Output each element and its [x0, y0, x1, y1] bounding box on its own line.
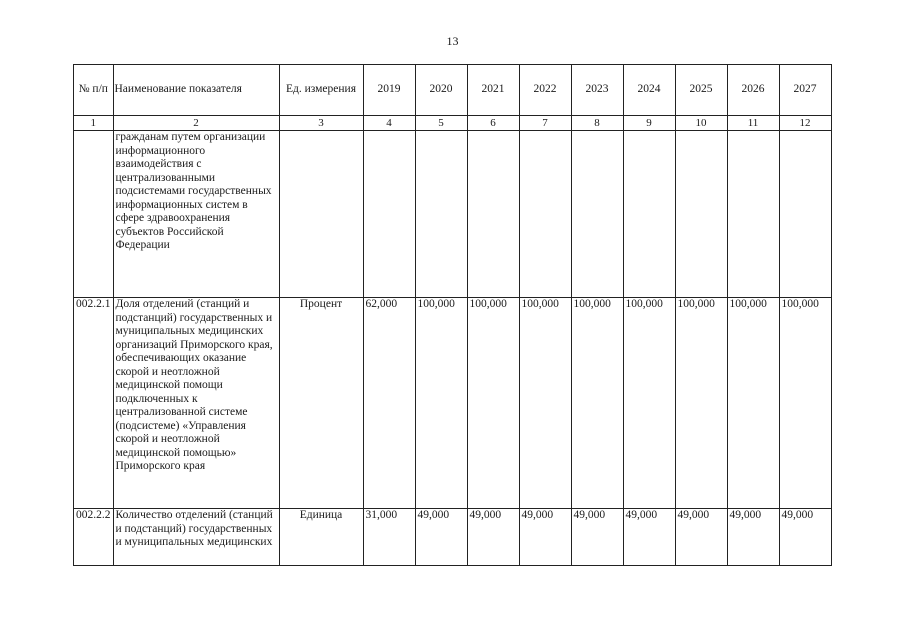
value-cell: 100,000	[623, 298, 675, 509]
column-number-cell: 8	[571, 116, 623, 131]
value-cell	[727, 131, 779, 298]
header-cell-year: 2022	[519, 65, 571, 116]
value-cell: 49,000	[415, 509, 467, 566]
value-cell: 100,000	[571, 298, 623, 509]
value-cell: 100,000	[779, 298, 831, 509]
column-number-cell: 10	[675, 116, 727, 131]
value-cell	[415, 131, 467, 298]
indicator-name-cell: Количество отделений (станций и подстанций) государственных и муниципальных медицинских	[113, 509, 279, 566]
value-cell: 49,000	[571, 509, 623, 566]
value-cell	[675, 131, 727, 298]
column-number-cell: 3	[279, 116, 363, 131]
column-number-cell: 6	[467, 116, 519, 131]
page-number: 13	[446, 34, 459, 48]
column-number-cell: 12	[779, 116, 831, 131]
header-row	[74, 65, 832, 116]
column-number-cell: 4	[363, 116, 415, 131]
value-cell: 100,000	[675, 298, 727, 509]
value-cell: 49,000	[623, 509, 675, 566]
value-cell: 100,000	[727, 298, 779, 509]
column-number-cell: 2	[113, 116, 279, 131]
value-cell	[467, 131, 519, 298]
column-number-cell: 7	[519, 116, 571, 131]
value-cell: 100,000	[415, 298, 467, 509]
value-cell	[519, 131, 571, 298]
column-number-cell: 5	[415, 116, 467, 131]
header-cell-year: 2020	[415, 65, 467, 116]
column-number-row	[74, 116, 832, 131]
table-row	[74, 131, 832, 298]
indicators-table	[73, 64, 832, 566]
header-cell-year: 2025	[675, 65, 727, 116]
value-cell: 100,000	[519, 298, 571, 509]
header-cell-year: 2024	[623, 65, 675, 116]
unit-cell	[279, 131, 363, 298]
header-cell-unit: Ед. измерения	[279, 65, 363, 116]
unit-cell: Процент	[279, 298, 363, 509]
header-cell-indicator-name: Наименование показателя	[113, 65, 279, 116]
column-number-cell: 9	[623, 116, 675, 131]
header-cell-number: № п/п	[74, 65, 114, 116]
value-cell	[571, 131, 623, 298]
value-cell: 49,000	[467, 509, 519, 566]
table-row	[74, 509, 832, 566]
value-cell: 49,000	[675, 509, 727, 566]
value-cell: 49,000	[779, 509, 831, 566]
value-cell	[623, 131, 675, 298]
table-row	[74, 298, 832, 509]
value-cell: 49,000	[727, 509, 779, 566]
header-cell-year: 2026	[727, 65, 779, 116]
value-cell: 31,000	[363, 509, 415, 566]
value-cell	[779, 131, 831, 298]
header-cell-year: 2019	[363, 65, 415, 116]
unit-cell: Единица	[279, 509, 363, 566]
header-cell-year: 2027	[779, 65, 831, 116]
row-code-cell	[74, 131, 114, 298]
value-cell	[363, 131, 415, 298]
row-code-cell: 002.2.2	[74, 509, 114, 566]
header-cell-year: 2021	[467, 65, 519, 116]
indicator-name-cell: гражданам путем организации информационного взаимодействия с централизованными подсистемами государственных информационных систем в сфере здравоохранения субъектов Российской Федерации	[113, 131, 279, 298]
column-number-cell: 1	[74, 116, 114, 131]
value-cell: 49,000	[519, 509, 571, 566]
header-cell-year: 2023	[571, 65, 623, 116]
row-code-cell: 002.2.1	[74, 298, 114, 509]
column-number-cell: 11	[727, 116, 779, 131]
indicator-name-cell: Доля отделений (станций и подстанций) государственных и муниципальных медицинских организаций Приморского края, обеспечивающих оказание скорой и неотложной медицинской помощи подключенных к централизованной системе (подсистеме) «Управления скорой и неотложной медицинской помощью» Приморского края	[113, 298, 279, 509]
value-cell: 62,000	[363, 298, 415, 509]
value-cell: 100,000	[467, 298, 519, 509]
